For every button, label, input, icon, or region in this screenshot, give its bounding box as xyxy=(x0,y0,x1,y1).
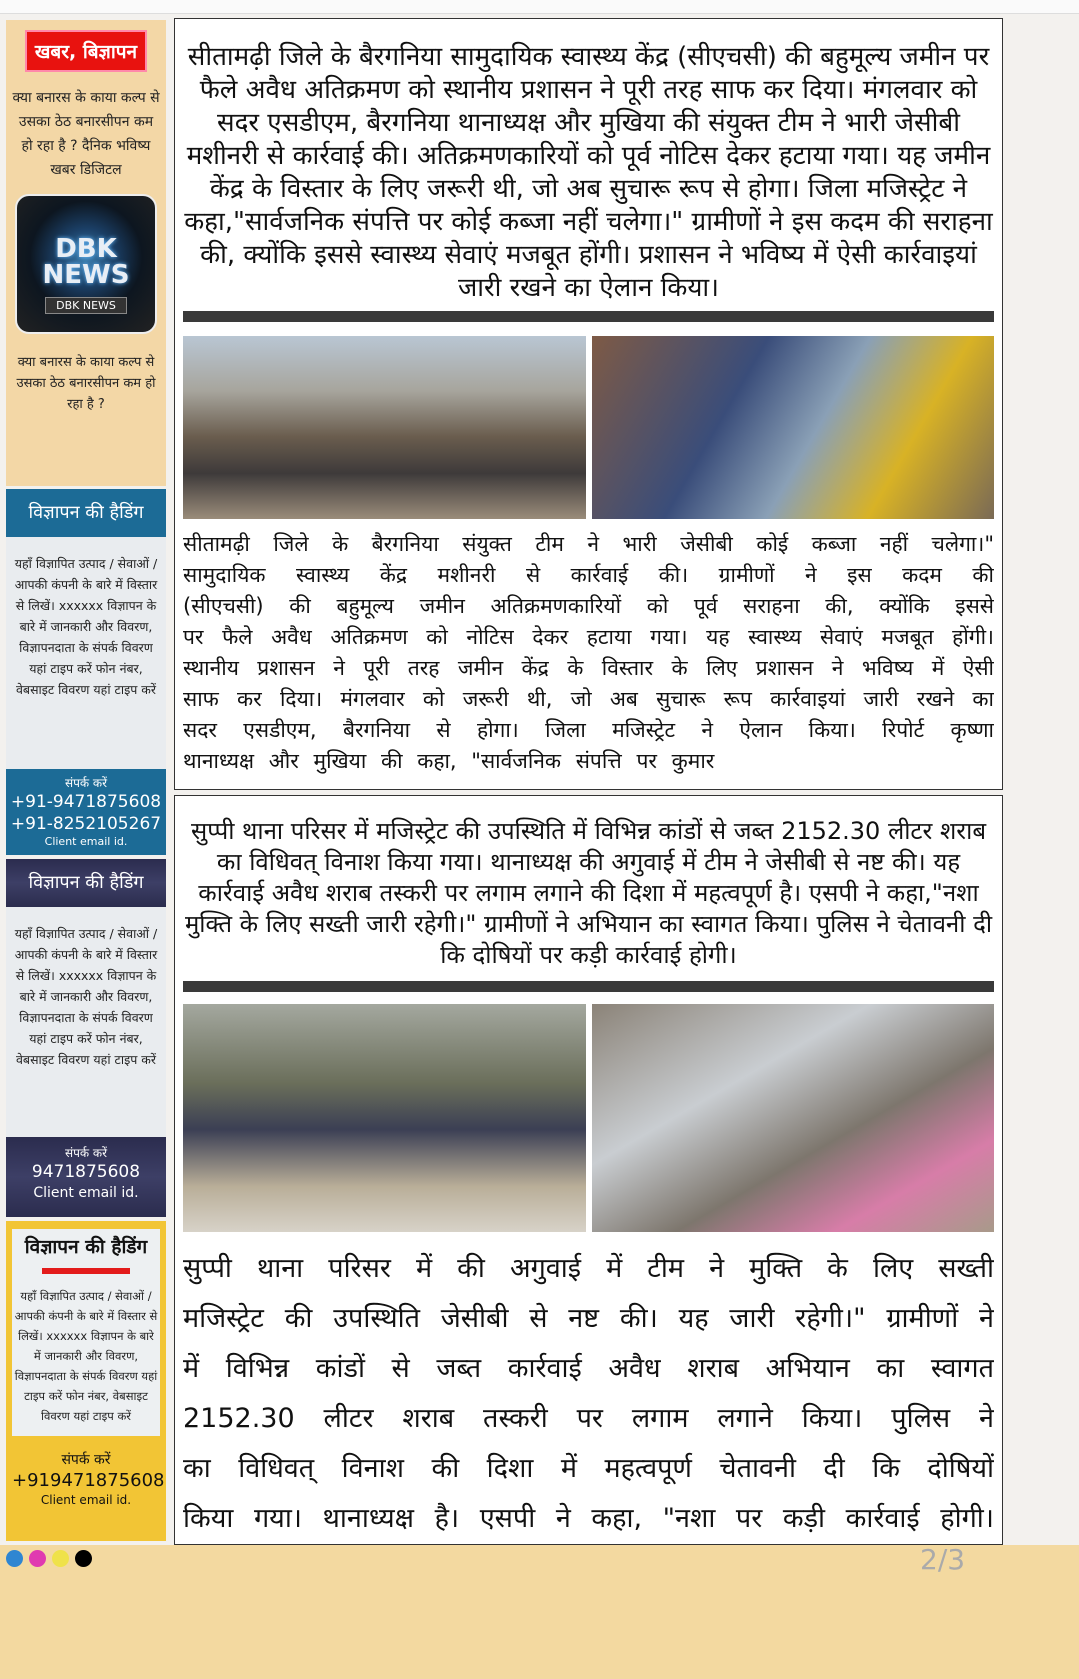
body-line: पर फैले अवैध अतिक्रमण को नोटिस देकर हटाया गया। यह स्वास्थ्य सेवाएं मजबूत होंगी। xyxy=(183,625,994,649)
article-lead: सुप्पी थाना परिसर में मजिस्ट्रेट की उपस्थिति में विभिन्न कांडों से जब्त 2152.30 लीटर शराब का विधिवत् विनाश किया गया। थानाध्यक्ष की अगुवाई में टीम ने जेसीबी से नष्ट की। यह कार्रवाई अवैध शराब तस्करी पर लगाम लगाने की दिशा में महत्वपूर्ण है। एसपी ने कहा,"नशा मुक्ति के लिए सख्ती जारी रहेगी।" ग्रामीणों ने अभियान का स्वागत किया। पुलिस ने चेतावनी दी कि दोषियों पर कड़ी कार्रवाई होगी। xyxy=(184,817,993,969)
top-strip xyxy=(0,0,1079,14)
article-lead: सीतामढ़ी जिले के बैरगनिया सामुदायिक स्वास्थ्य केंद्र (सीएचसी) की बहुमूल्य जमीन पर फैले अवैध अतिक्रमण को स्थानीय प्रशासन ने पूरी तरह साफ कर दिया। मंगलवार को सदर एसडीएम, बैरगनिया थानाध्यक्ष और मुखिया की संयुक्त टीम ने भारी जेसीबी मशीनरी से कार्रवाई की। अतिक्रमणकारियों को पूर्व नोटिस देकर हटाया गया। यह जमीन केंद्र के विस्तार के लिए जरूरी थी, जो अब सुचारू रूप से होगा। जिला मजिस्ट्रेट ने कहा,"सार्वजनिक संपत्ति पर कोई कब्जा नहीं चलेगा।" ग्रामीणों ने इस कदम की सराहना की, क्योंकि इससे स्वास्थ्य सेवाएं मजबूत होंगी। प्रशासन ने भविष्य में ऐसी कार्रवाइयां जारी रखने का ऐलान किया। xyxy=(184,42,993,303)
divider-bar xyxy=(183,981,994,992)
contact-label: संपर्क करें xyxy=(61,1452,111,1468)
body-line: सामुदायिक स्वास्थ्य केंद्र मशीनरी से कार्रवाई की। ग्रामीणों ने इस कदम की xyxy=(183,563,994,587)
client-email[interactable]: Client email id. xyxy=(40,1493,132,1507)
phone-number[interactable]: +919471875608 xyxy=(12,1470,165,1491)
red-divider xyxy=(42,1268,130,1274)
phone-number[interactable]: +91-9471875608 xyxy=(10,792,162,812)
article-body xyxy=(183,529,994,777)
dbk-news-logo xyxy=(15,194,157,334)
photo-row xyxy=(183,1004,994,1232)
ad-block-1[interactable] xyxy=(6,489,166,855)
article-liquor-destruction xyxy=(174,795,1003,1545)
photo-magistrate-police[interactable] xyxy=(183,1004,586,1232)
ad-heading: विज्ञापन की हैडिंग xyxy=(6,489,166,537)
logo-caption: DBK NEWS xyxy=(45,297,127,314)
article-body xyxy=(183,1244,994,1544)
contact-label: संपर्क करें xyxy=(64,1146,108,1160)
body-line: मजिस्ट्रेट की उपस्थिति जेसीबी से नष्ट की। यह जारी रहेगी।" ग्रामीणों ने xyxy=(183,1303,994,1334)
contact-label: संपर्क करें xyxy=(64,776,108,790)
promo-block[interactable] xyxy=(6,20,166,486)
ad-block-3[interactable] xyxy=(6,1221,166,1541)
body-line: 2152.30 लीटर शराब तस्करी पर लगाम लगाने किया। पुलिस ने xyxy=(183,1403,994,1434)
promo-caption: क्या बनारस के काया कल्प से उसका ठेठ बनारसीपन कम हो रहा है ? xyxy=(16,355,156,412)
body-line: सदर एसडीएम, बैरगनिया से होगा। जिला मजिस्ट्रेट ने ऐलान किया। रिपोर्ट कृष्णा xyxy=(183,718,994,742)
body-line: का विधिवत् विनाश की दिशा में महत्वपूर्ण चेतावनी दी कि दोषियों xyxy=(183,1453,994,1484)
phone-number[interactable]: +91-8252105267 xyxy=(10,814,162,834)
ad-heading: विज्ञापन की हैडिंग xyxy=(24,1236,148,1258)
client-email[interactable]: Client email id. xyxy=(33,1185,139,1201)
client-email[interactable]: Client email id. xyxy=(44,835,128,848)
ad-body: यहाँ विज्ञापित उत्पाद / सेवाओं / आपकी कंपनी के बारे में विस्तार से लिखें। xxxxxx विज्ञापन के बारे में जानकारी और विवरण, विज्ञापनदाता के संपर्क विवरण यहां टाइप करें फोन नंबर, वेबसाइट विवरण यहां टाइप करें xyxy=(6,537,166,769)
page-indicator: 2/3 xyxy=(920,1543,966,1576)
color-dots xyxy=(6,1550,92,1567)
body-line: किया गया। थानाध्यक्ष है। एसपी ने कहा, "नशा पर कड़ी कार्रवाई होगी। xyxy=(183,1503,994,1534)
ad-heading: विज्ञापन की हैडिंग xyxy=(6,859,166,907)
photo-officials-at-site[interactable] xyxy=(183,336,586,519)
article-encroachment xyxy=(174,18,1003,790)
logo-wordmark: DBK NEWS xyxy=(42,234,130,290)
body-line: स्थानीय प्रशासन ने पूरी तरह जमीन केंद्र के विस्तार के लिए प्रशासन ने भविष्य में ऐसी xyxy=(183,656,994,680)
phone-number[interactable]: 9471875608 xyxy=(31,1162,141,1182)
yellow-dot-icon xyxy=(52,1550,69,1567)
ad-contact xyxy=(6,1137,166,1217)
magenta-dot-icon xyxy=(29,1550,46,1567)
body-line: थानाध्यक्ष और मुखिया की कहा, "सार्वजनिक संपत्ति पर कुमार xyxy=(183,749,715,773)
promo-text: क्या बनारस के काया कल्प से उसका ठेठ बनारसीपन कम हो रहा है ? दैनिक भविष्य खबर डिजिटल xyxy=(12,90,160,178)
photo-jcb-demolition[interactable] xyxy=(592,336,995,519)
photo-destroyed-bottles[interactable] xyxy=(592,1004,995,1232)
photo-row xyxy=(183,336,994,519)
ad-contact xyxy=(12,1436,165,1507)
ad-block-2[interactable] xyxy=(6,859,166,1217)
body-line: सीतामढ़ी जिले के बैरगनिया संयुक्त टीम ने भारी जेसीबी कोई कब्जा नहीं चलेगा।" xyxy=(183,532,994,556)
news-ad-label: खबर, बिज्ञापन xyxy=(25,30,147,72)
ad-body: यहाँ विज्ञापित उत्पाद / सेवाओं / आपकी कंपनी के बारे में विस्तार से लिखें। xxxxxx विज्ञापन के बारे में जानकारी और विवरण, विज्ञापनदाता के संपर्क विवरण यहां टाइप करें फोन नंबर, वेबसाइट विवरण यहां टाइप करें xyxy=(14,1289,158,1423)
body-line: में विभिन्न कांडों से जब्त कार्रवाई अवैध शराब अभियान का स्वागत xyxy=(183,1353,994,1384)
body-line: सुप्पी थाना परिसर में की अगुवाई में टीम ने मुक्ति के लिए सख्ती xyxy=(183,1253,994,1284)
ad-contact xyxy=(6,769,166,855)
divider-bar xyxy=(183,311,994,322)
bottom-strip xyxy=(0,1545,1079,1679)
sidebar-ads xyxy=(6,20,166,1541)
ad-box xyxy=(12,1229,160,1436)
ad-body: यहाँ विज्ञापित उत्पाद / सेवाओं / आपकी कंपनी के बारे में विस्तार से लिखें। xxxxxx विज्ञापन के बारे में जानकारी और विवरण, विज्ञापनदाता के संपर्क विवरण यहां टाइप करें फोन नंबर, वेबसाइट विवरण यहां टाइप करें xyxy=(6,907,166,1137)
body-line: साफ कर दिया। मंगलवार को जरूरी थी, जो अब सुचारू रूप कार्रवाइयां जारी रखने का xyxy=(183,687,994,711)
blue-dot-icon xyxy=(6,1550,23,1567)
body-line: (सीएचसी) की बहुमूल्य जमीन अतिक्रमणकारियों को पूर्व सराहना की, क्योंकि इससे xyxy=(183,594,994,618)
black-dot-icon xyxy=(75,1550,92,1567)
